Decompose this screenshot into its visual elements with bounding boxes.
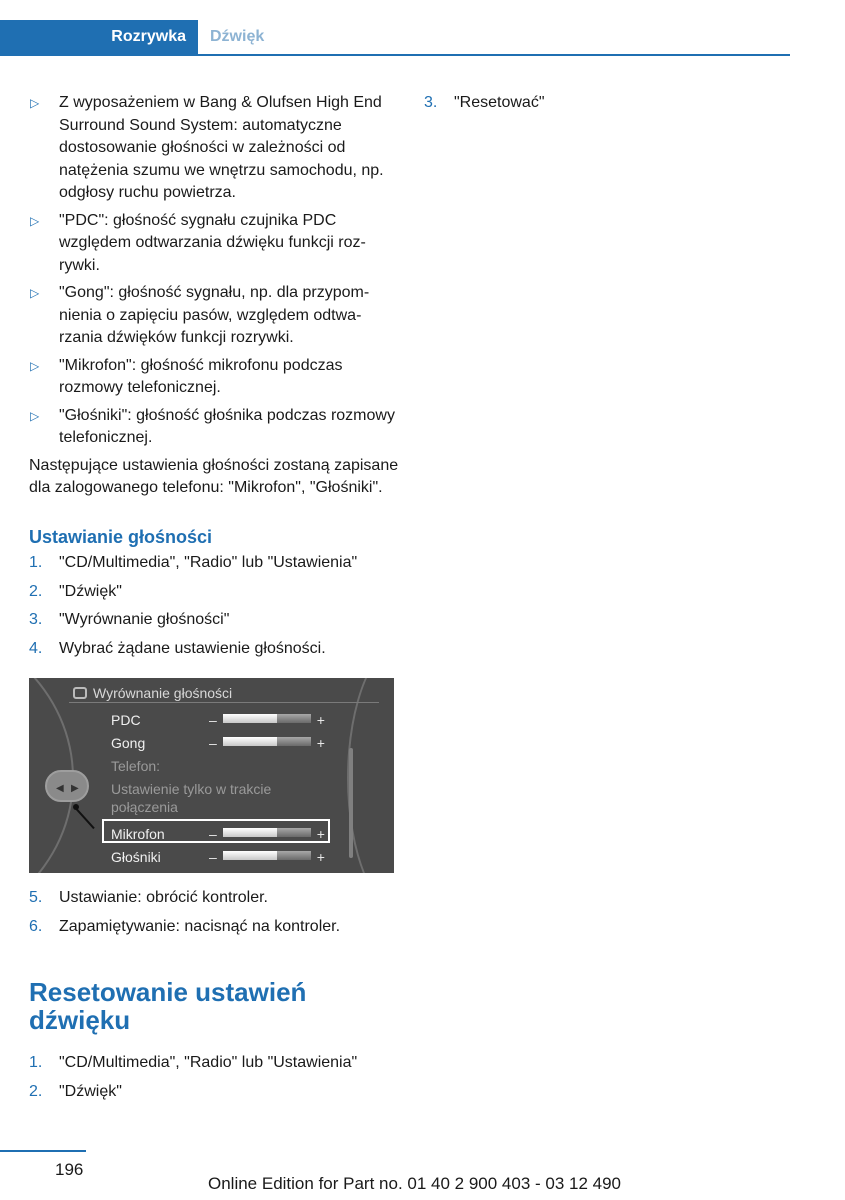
menu-note-line2: połączenia [111,799,178,815]
section-tab [0,20,198,56]
edition-note: Online Edition for Part no. 01 40 2 900 403 - 03 12 490 [208,1174,622,1193]
triangle-bullet-icon: ▷ [30,408,40,423]
controller-knob-icon: ◀ ▶ [45,770,89,802]
step-item: 2. "Dźwięk" [29,582,122,600]
selection-highlight [102,819,330,843]
list-item: ▷ "Głośniki": głośność głośnika podczas rozmowy telefonicznej. [30,406,395,446]
slider-gong: – + [209,735,325,751]
menu-item-mikrofon: Mikrofon [111,826,165,842]
subsection-tab: Dźwięk [210,28,265,45]
callout-line [75,807,95,829]
menu-note-line1: Ustawienie tylko w trakcie [111,781,272,797]
slider-glosniki: – + [209,849,325,865]
footer-rule [0,1150,86,1152]
phone-settings-paragraph: Następujące ustawienia głośności zostaną zapisane dla zalogowanego telefonu: "Mikrofon", "Głośniki". [29,456,399,496]
triangle-bullet-icon: ▷ [30,96,40,110]
volume-heading: Ustawianie głośności [29,526,213,547]
callout-dot [73,804,79,810]
scrollbar [349,748,353,858]
slider-mikrofon: – + [209,826,325,842]
slider-fill [223,737,278,746]
list-item: ▷ Z wyposażeniem w Bang & Olufsen High End Surround Sound System: automatyczne dostosowanie głośności w zależności od natężenia szumu we wnętrzu samochodu, np. odgłosy ruchu powietrza. [30,94,384,201]
slider-fill [223,851,278,860]
header-rule [0,54,790,56]
step-item: 1. "CD/Multimedia", "Radio" lub "Ustawienia" [29,554,358,571]
menu-item-gong: Gong [111,735,146,751]
triangle-bullet-icon: ▷ [30,213,40,228]
menu-item-glosniki: Głośniki [111,849,161,865]
triangle-bullet-icon: ▷ [30,358,40,373]
triangle-bullet-icon: ▷ [30,286,40,300]
idrive-screenshot [29,678,394,873]
right-column [424,92,794,121]
slider-pdc: – + [209,712,325,728]
section-tab-label: Rozrywka [111,28,186,45]
settings-icon [73,687,87,699]
step-item: 1. "CD/Multimedia", "Radio" lub "Ustawienia" [29,1054,358,1071]
step-item: 5. Ustawianie: obrócić kontroler. [29,889,268,906]
list-item: ▷ "PDC": głośność sygnału czujnika PDC względem odtwarzania dźwięku funkcji rozrywki. [30,211,366,274]
step-item: 3. "Resetować" [424,94,545,111]
step-item: 2. "Dźwięk" [29,1082,122,1100]
step-item: 4. Wybrać żądane ustawienie głośności. [29,639,326,657]
screen-title: Wyrównanie głośności [73,682,232,705]
reset-heading: Resetowanie ustawień dźwięku [29,977,307,1035]
step-item: 6. Zapamiętywanie: nacisnąć na kontroler. [29,917,341,935]
list-item: ▷ "Mikrofon": głośność mikrofonu podczas rozmowy telefonicznej. [30,356,343,396]
slider-fill [223,714,278,723]
menu-item-telefon: Telefon: [111,758,161,774]
left-column [29,92,399,1109]
menu-item-pdc: PDC [111,712,141,728]
list-item: ▷ "Gong": głośność sygnału, np. dla przypomnienia o zapięciu pasów, względem odtwarzania dźwięków funkcji rozrywki. [30,284,370,346]
step-item: 3. "Wyrównanie głośności" [29,611,230,628]
page-number: 196 [55,1160,84,1179]
